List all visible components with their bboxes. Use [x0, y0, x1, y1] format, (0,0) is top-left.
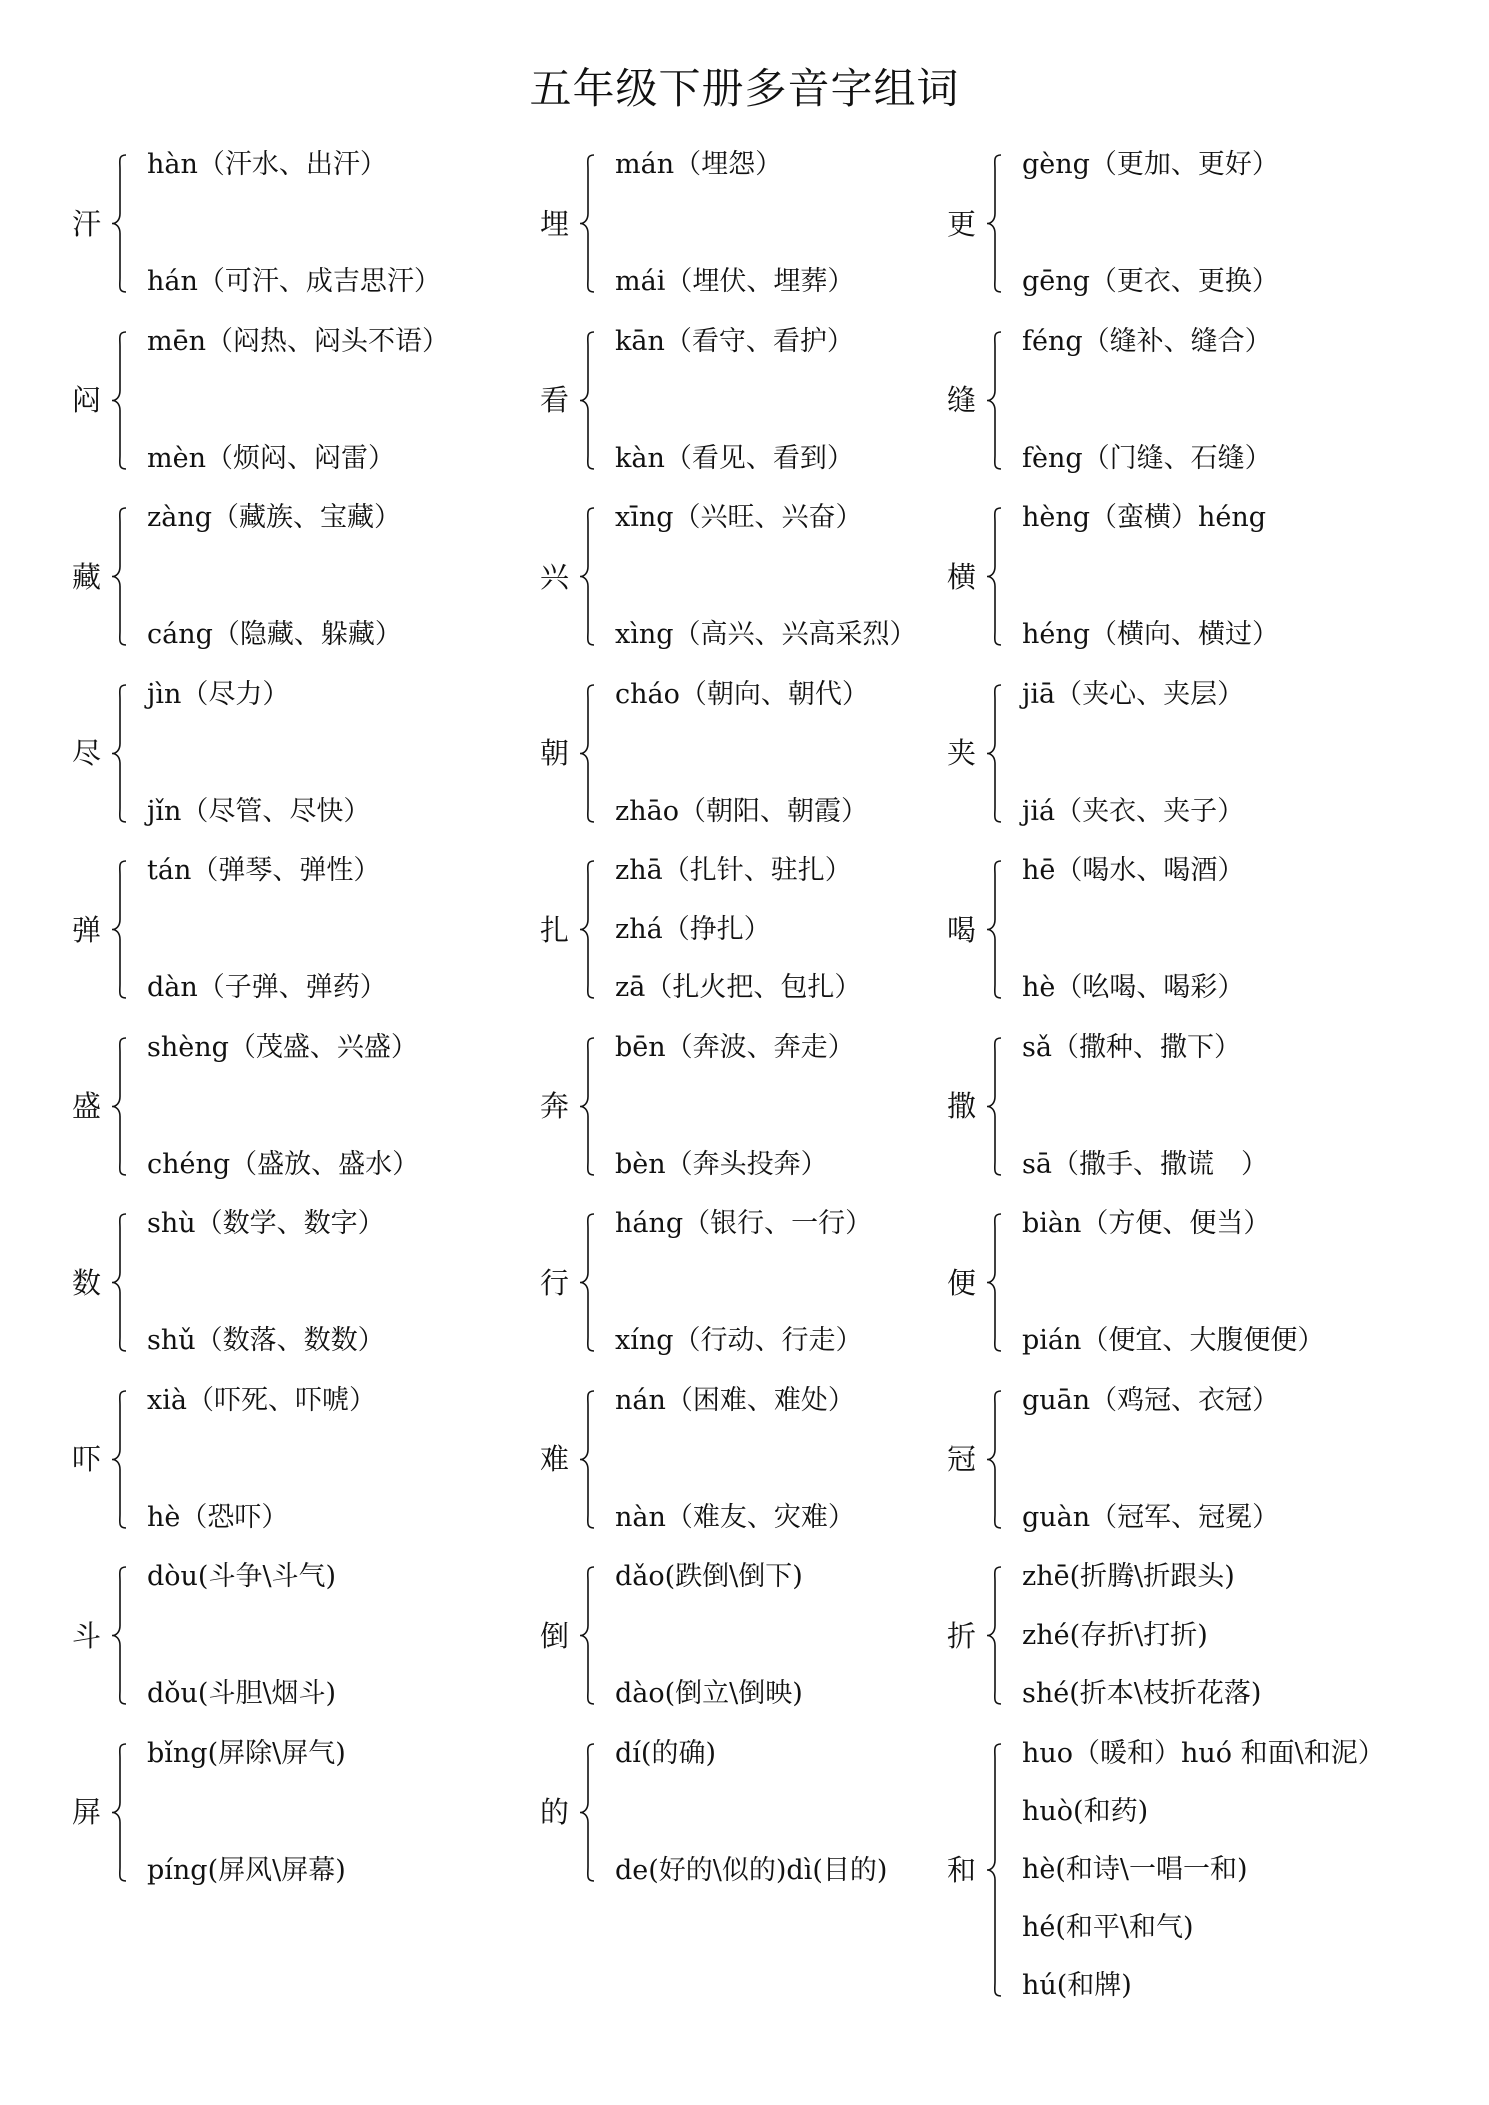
polyphone-entry — [947, 1737, 1407, 2003]
pronunciation-line: píng(屏风\屏幕) — [147, 1854, 346, 1886]
curly-brace-icon — [987, 861, 1005, 998]
pronunciation-line: xíng（行动、行走） — [615, 1325, 863, 1356]
pronunciation-line: héng（横向、横过） — [1022, 619, 1280, 650]
pronunciation-line: háng（银行、一行） — [615, 1208, 873, 1239]
polyphone-character: 藏 — [72, 559, 102, 594]
polyphone-character: 闷 — [72, 383, 102, 417]
polyphone-entry — [947, 1384, 1407, 1535]
pronunciation-line: dòu(斗争\斗气) — [147, 1561, 337, 1592]
polyphone-entry — [947, 501, 1407, 652]
pronunciation-line: pián（便宜、大腹便便） — [1022, 1325, 1325, 1356]
pronunciation-line: gēng（更衣、更换） — [1022, 266, 1279, 297]
polyphone-entry — [540, 854, 1000, 1005]
pronunciation-line: mái（埋伏、埋葬） — [615, 266, 855, 297]
polyphone-entry — [947, 325, 1407, 476]
pronunciation-line: kān（看守、看护） — [615, 325, 854, 357]
polyphone-entry — [540, 1031, 1000, 1182]
curly-brace-icon — [987, 1391, 1005, 1528]
curly-brace-icon — [580, 332, 598, 469]
pronunciation-line: zhé(存折\打折) — [1022, 1619, 1208, 1651]
curly-brace-icon — [987, 155, 1005, 292]
pronunciation-line: dí(的确) — [615, 1737, 716, 1769]
pronunciation-line: chéng（盛放、盛水） — [147, 1148, 420, 1180]
polyphone-character: 盛 — [72, 1089, 102, 1123]
pronunciation-line: nàn（难友、灾难） — [615, 1501, 855, 1533]
polyphone-character: 行 — [540, 1265, 570, 1300]
polyphone-entry — [72, 1737, 532, 1888]
curly-brace-icon — [112, 332, 130, 469]
polyphone-entry — [540, 1560, 1000, 1711]
polyphone-character: 尽 — [72, 736, 102, 770]
polyphone-entry — [947, 678, 1407, 829]
pronunciation-line: huo（暖和）huó 和面\和泥） — [1022, 1737, 1385, 1769]
polyphone-character: 冠 — [947, 1442, 977, 1476]
polyphone-entry — [540, 325, 1000, 476]
polyphone-entry — [72, 1560, 532, 1711]
polyphone-entry — [72, 1384, 532, 1535]
polyphone-character: 数 — [72, 1265, 102, 1300]
polyphone-character: 喝 — [947, 912, 977, 947]
pronunciation-line: zhā（扎针、驻扎） — [615, 855, 852, 886]
pronunciation-line: mán（埋怨） — [615, 149, 783, 180]
polyphone-entry — [72, 1207, 532, 1358]
polyphone-character: 更 — [947, 206, 977, 241]
curly-brace-icon — [580, 1744, 598, 1881]
pronunciation-line: dǒu(斗胆\烟斗) — [147, 1678, 337, 1709]
polyphone-entry — [72, 678, 532, 829]
polyphone-entry — [947, 1560, 1407, 1711]
polyphone-character: 看 — [540, 383, 570, 417]
polyphone-character: 扎 — [540, 912, 570, 947]
polyphone-entry — [540, 1207, 1000, 1358]
pronunciation-line: jìn（尽力） — [147, 678, 290, 710]
pronunciation-line: guān（鸡冠、衣冠） — [1022, 1384, 1280, 1416]
polyphone-character: 弹 — [72, 912, 102, 947]
polyphone-character: 朝 — [540, 736, 570, 770]
polyphone-character: 埋 — [540, 206, 570, 241]
polyphone-character: 吓 — [72, 1442, 102, 1476]
pronunciation-line: bèn（奔头投奔） — [615, 1148, 828, 1180]
page-title: 五年级下册多音字组词 — [529, 64, 960, 113]
pronunciation-line: guàn（冠军、冠冕） — [1022, 1501, 1280, 1533]
pronunciation-line: huò(和药) — [1022, 1795, 1149, 1827]
polyphone-entry — [72, 325, 532, 476]
pronunciation-line: de(好的\似的)dì(目的) — [615, 1854, 888, 1886]
pronunciation-line: bēn（奔波、奔走） — [615, 1031, 855, 1063]
pronunciation-line: zhē(折腾\折跟头) — [1022, 1561, 1235, 1592]
curly-brace-icon — [580, 508, 598, 645]
curly-brace-icon — [580, 685, 598, 822]
pronunciation-line: féng（缝补、缝合） — [1022, 325, 1272, 357]
pronunciation-line: cáng（隐藏、躲藏） — [147, 619, 402, 650]
polyphone-character: 折 — [947, 1618, 977, 1653]
polyphone-entry — [540, 148, 1000, 299]
polyphone-character: 和 — [947, 1852, 977, 1887]
pronunciation-line: hàn（汗水、出汗） — [147, 149, 387, 180]
curly-brace-icon — [580, 155, 598, 292]
curly-brace-icon — [580, 1038, 598, 1175]
polyphone-entry — [947, 1207, 1407, 1358]
polyphone-entry — [540, 1737, 1000, 1888]
curly-brace-icon — [987, 1038, 1005, 1175]
pronunciation-line: zhāo（朝阳、朝霞） — [615, 795, 868, 827]
pronunciation-line: bǐng(屏除\屏气) — [147, 1737, 346, 1769]
polyphone-character: 的 — [540, 1795, 570, 1829]
polyphone-entry — [540, 501, 1000, 652]
polyphone-character: 斗 — [72, 1618, 102, 1653]
curly-brace-icon — [112, 1391, 130, 1528]
curly-brace-icon — [112, 1744, 130, 1881]
pronunciation-line: zhá（挣扎） — [615, 913, 771, 945]
polyphone-entry — [947, 1031, 1407, 1182]
polyphone-entry — [947, 854, 1407, 1005]
pronunciation-line: kàn（看见、看到） — [615, 442, 854, 474]
polyphone-entry — [72, 1031, 532, 1182]
pronunciation-line: jǐn（尽管、尽快） — [147, 795, 371, 827]
pronunciation-line: shù（数学、数字） — [147, 1208, 385, 1239]
pronunciation-line: zā（扎火把、包扎） — [615, 972, 862, 1003]
pronunciation-line: dào(倒立\倒映) — [615, 1678, 803, 1709]
pronunciation-line: gèng（更加、更好） — [1022, 149, 1279, 180]
curly-brace-icon — [112, 1214, 130, 1351]
pronunciation-line: hán（可汗、成吉思汗） — [147, 266, 441, 297]
polyphone-character: 奔 — [540, 1089, 570, 1123]
pronunciation-line: shǔ（数落、数数） — [147, 1325, 385, 1356]
curly-brace-icon — [987, 1744, 1005, 1996]
pronunciation-line: shèng（茂盛、兴盛） — [147, 1031, 418, 1063]
polyphone-entry — [540, 678, 1000, 829]
pronunciation-line: dàn（子弹、弹药） — [147, 972, 387, 1003]
polyphone-character: 夹 — [947, 736, 977, 770]
polyphone-character: 汗 — [72, 206, 102, 241]
curly-brace-icon — [580, 861, 598, 998]
pronunciation-line: xìng（高兴、兴高采烈） — [615, 619, 917, 650]
polyphone-character: 兴 — [540, 559, 570, 594]
pronunciation-line: dǎo(跌倒\倒下) — [615, 1561, 803, 1592]
polyphone-character: 倒 — [540, 1618, 570, 1653]
pronunciation-line: hē（喝水、喝酒） — [1022, 855, 1245, 886]
curly-brace-icon — [580, 1214, 598, 1351]
polyphone-character: 屏 — [72, 1795, 102, 1829]
pronunciation-line: nán（困难、难处） — [615, 1384, 855, 1416]
polyphone-character: 难 — [540, 1442, 570, 1476]
pronunciation-line: cháo（朝向、朝代） — [615, 678, 869, 710]
curly-brace-icon — [987, 332, 1005, 469]
curly-brace-icon — [112, 508, 130, 645]
polyphone-entry — [72, 854, 532, 1005]
pronunciation-line: sǎ（撒种、撒下） — [1022, 1031, 1241, 1063]
pronunciation-line: xīng（兴旺、兴奋） — [615, 502, 863, 533]
pronunciation-line: hèng（蛮横）héng — [1022, 502, 1267, 533]
curly-brace-icon — [987, 685, 1005, 822]
curly-brace-icon — [112, 1038, 130, 1175]
pronunciation-line: xià（吓死、吓唬） — [147, 1384, 376, 1416]
pronunciation-line: mēn（闷热、闷头不语） — [147, 325, 449, 357]
pronunciation-line: hè（恐吓） — [147, 1501, 289, 1533]
polyphone-entry — [72, 148, 532, 299]
pronunciation-line: hé(和平\和气) — [1022, 1911, 1194, 1943]
pronunciation-line: tán（弹琴、弹性） — [147, 855, 381, 886]
curly-brace-icon — [987, 1567, 1005, 1704]
pronunciation-line: fèng（门缝、石缝） — [1022, 442, 1272, 474]
polyphone-entry — [72, 501, 532, 652]
pronunciation-line: shé(折本\枝折花落) — [1022, 1678, 1262, 1709]
polyphone-character: 缝 — [947, 383, 977, 417]
pronunciation-line: jiā（夹心、夹层） — [1022, 678, 1245, 710]
curly-brace-icon — [987, 1214, 1005, 1351]
pronunciation-line: mèn（烦闷、闷雷） — [147, 442, 395, 474]
pronunciation-line: hú(和牌) — [1022, 1969, 1132, 2001]
pronunciation-line: biàn（方便、便当） — [1022, 1208, 1271, 1239]
pronunciation-line: jiá（夹衣、夹子） — [1022, 795, 1245, 827]
curly-brace-icon — [112, 685, 130, 822]
pronunciation-line: hè（吆喝、喝彩） — [1022, 972, 1245, 1003]
curly-brace-icon — [112, 1567, 130, 1704]
pronunciation-line: hè(和诗\一唱一和) — [1022, 1853, 1248, 1885]
curly-brace-icon — [580, 1567, 598, 1704]
curly-brace-icon — [112, 861, 130, 998]
pronunciation-line: sā（撒手、撒谎 ） — [1022, 1148, 1268, 1180]
pronunciation-line: zàng（藏族、宝藏） — [147, 502, 401, 533]
polyphone-entry — [947, 148, 1407, 299]
polyphone-character: 便 — [947, 1265, 977, 1300]
polyphone-character: 横 — [947, 559, 977, 594]
polyphone-entry — [540, 1384, 1000, 1535]
curly-brace-icon — [987, 508, 1005, 645]
curly-brace-icon — [580, 1391, 598, 1528]
curly-brace-icon — [112, 155, 130, 292]
polyphone-character: 撒 — [947, 1089, 977, 1123]
